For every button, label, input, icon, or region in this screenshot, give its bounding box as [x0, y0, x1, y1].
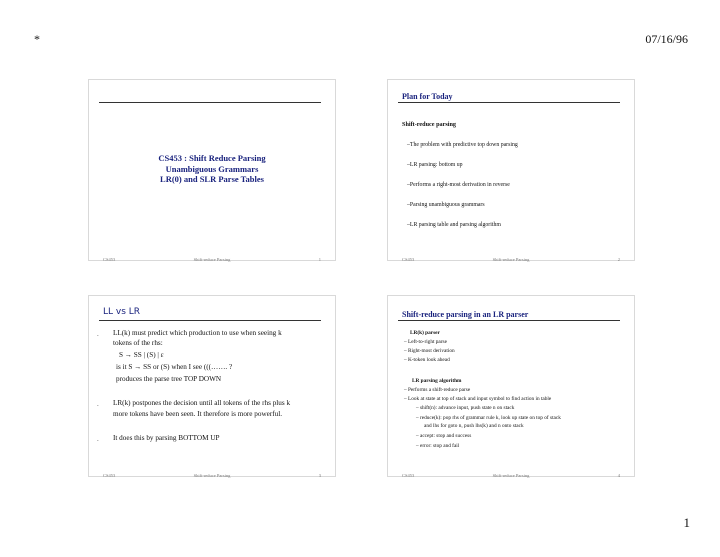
slide-3-rule [99, 320, 321, 321]
footer-course: CS453 [103, 257, 116, 262]
slide-4-title: Shift-reduce parsing in an LR parser [402, 310, 529, 319]
slide-2-subtitle: Shift-reduce parsing [402, 121, 457, 128]
slide-4-thumbnail[interactable] [387, 295, 635, 477]
slide-4-line: – accept: stop and success [416, 433, 472, 439]
footer-topic: Shift-reduce Parsing [492, 473, 530, 478]
footer-topic: Shift-reduce Parsing [492, 257, 530, 262]
page-number: 1 [683, 515, 690, 530]
slide-3-line: produces the parse tree TOP DOWN [116, 375, 222, 383]
footer-page: 3 [318, 473, 321, 478]
slide-4-line: – error: stop and fail [416, 443, 460, 449]
slide-3-line: tokens of the rhs: [113, 339, 163, 347]
footer-page: 2 [617, 257, 620, 262]
slide-4-line: – Look at state at top of stack and input symbol to find action in table [404, 396, 552, 402]
slide-1-title [89, 153, 335, 185]
footer-page: 1 [318, 257, 321, 262]
slide-2-title: Plan for Today [402, 92, 453, 101]
slide-4-line: – shift(n): advance input, push state n on stack [416, 405, 515, 411]
slide-4-line: and lhs for goto n, push lhs(k) and n onto stack [424, 423, 524, 429]
slide-4-heading: LR parsing algorithm [412, 378, 462, 384]
slide-3-line: is it S → SS or (S) when I see (((……. ? [116, 363, 233, 371]
slide-3-line: LR(k) postpones the decision until all tokens of the rhs plus k [113, 399, 291, 407]
slide-4-line: – Left-to-right parse [404, 339, 447, 345]
footer-page: 4 [617, 473, 620, 478]
slide-4-line: – K-token look ahead [404, 357, 450, 363]
slide-3-grammar: S → SS | (S) | ε [119, 351, 164, 359]
slide-2-item: –The problem with predictive top down parsing [407, 142, 518, 148]
slide-1-title-line-3: LR(0) and SLR Parse Tables [160, 174, 264, 184]
footer-course: CS453 [103, 473, 116, 478]
slide-4-line: – reduce(k): pop rhs of grammar rule k, look up state on top of stack [416, 415, 561, 421]
footer-topic: Shift-reduce Parsing [193, 473, 231, 478]
footer-course: CS453 [402, 473, 415, 478]
bullet-marker: . [97, 400, 99, 408]
slide-2-item: –Parsing unambiguous grammars [407, 202, 485, 208]
slide-1-title-line-2: Unambiguous Grammars [165, 163, 259, 174]
slide-4-line: – Performs a shift-reduce parse [404, 387, 471, 393]
slide-2-item: –Performs a right-most derivation in reverse [407, 182, 510, 188]
slide-2-item: –LR parsing table and parsing algorithm [407, 222, 501, 228]
slide-2-rule [398, 102, 620, 103]
bullet-marker: . [97, 330, 99, 338]
header-date: 07/16/96 [645, 32, 688, 46]
slide-4-line: – Right-most derivation [404, 348, 455, 354]
slide-2-thumbnail[interactable] [387, 79, 635, 261]
slide-3-line: It does this by parsing BOTTOM UP [113, 434, 220, 442]
bullet-marker: . [97, 435, 99, 443]
slide-4-heading: LR(k) parser [410, 330, 440, 336]
footer-course: CS453 [402, 257, 415, 262]
slide-1-rule [99, 102, 321, 103]
footer-topic: Shift-reduce Parsing [193, 257, 231, 262]
slide-3-line: LL(k) must predict which production to use when seeing k [113, 329, 282, 337]
slide-3-line: more tokens have been seen. It therefore is more powerful. [113, 410, 283, 418]
slide-4-rule [398, 320, 620, 321]
slide-1-thumbnail[interactable] [88, 79, 336, 261]
slide-3-thumbnail[interactable] [88, 295, 336, 477]
slide-3-title: LL vs LR [103, 307, 141, 317]
slide-1-title-line-1: CS453 : Shift Reduce Parsing [158, 153, 266, 163]
slide-2-item: –LR parsing: bottom up [407, 162, 463, 168]
header-mark: * [34, 32, 40, 46]
